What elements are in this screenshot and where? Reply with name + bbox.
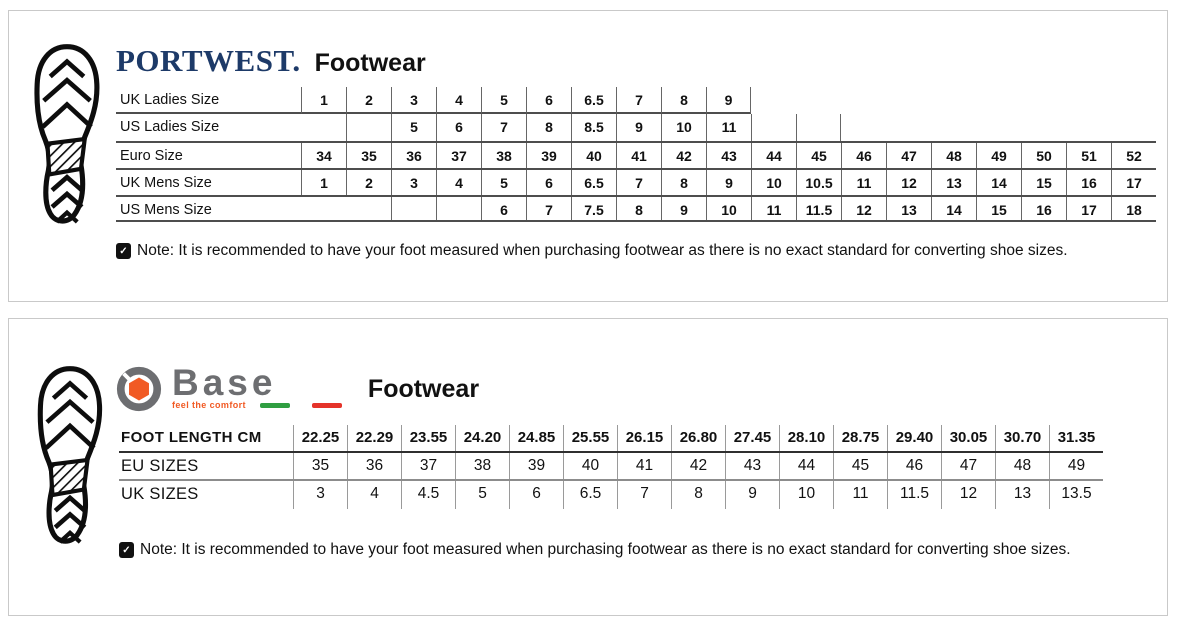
portwest-table-row — [116, 141, 1156, 168]
size-cell: 16 — [1066, 170, 1111, 195]
size-cell: 11.5 — [887, 481, 941, 509]
size-cell: 49 — [1049, 453, 1103, 479]
size-cell: 52 — [1111, 143, 1156, 168]
size-cell: 1 — [301, 87, 346, 114]
size-cell: 22.29 — [347, 425, 401, 451]
shoe-sole-print-icon — [25, 43, 109, 235]
size-cell: 9 — [725, 481, 779, 509]
size-cell: 7.5 — [571, 197, 616, 220]
empty-space — [796, 87, 841, 114]
portwest-table-row — [116, 114, 1156, 141]
empty-space — [886, 87, 931, 114]
size-cell: 4.5 — [401, 481, 455, 509]
size-cell: 8.5 — [571, 114, 616, 141]
portwest-note — [116, 242, 1068, 260]
row-label: UK SIZES — [121, 485, 199, 503]
size-cell: 43 — [706, 143, 751, 168]
size-cell: 12 — [886, 170, 931, 195]
size-cell: 9 — [706, 170, 751, 195]
base-table-row — [119, 453, 1103, 481]
size-cell: 25.55 — [563, 425, 617, 451]
size-cell: 6.5 — [563, 481, 617, 509]
empty-space — [301, 114, 346, 141]
size-cell: 6 — [526, 87, 571, 114]
empty-space — [1066, 114, 1111, 141]
size-cell: 4 — [347, 481, 401, 509]
size-cell: 31.35 — [1049, 425, 1103, 451]
empty-space — [346, 197, 391, 220]
size-cell: 5 — [481, 170, 526, 195]
base-size-table — [119, 425, 1103, 509]
size-cell: 45 — [833, 453, 887, 479]
size-cell: 3 — [293, 481, 347, 509]
size-cell: 35 — [346, 143, 391, 168]
base-tagline: feel the comfort — [172, 400, 246, 411]
empty-space — [1111, 114, 1156, 141]
size-cell: 51 — [1066, 143, 1111, 168]
size-cell: 14 — [931, 197, 976, 220]
base-table-row — [119, 425, 1103, 453]
portwest-table-row — [116, 195, 1156, 222]
size-cell: 46 — [841, 143, 886, 168]
size-cell: 8 — [671, 481, 725, 509]
size-cell: 9 — [616, 114, 661, 141]
size-cell: 44 — [751, 143, 796, 168]
size-cell: 16 — [1021, 197, 1066, 220]
size-cell: 40 — [563, 453, 617, 479]
empty-space — [931, 114, 976, 141]
size-cell: 27.45 — [725, 425, 779, 451]
size-cell — [346, 114, 391, 141]
size-cell: 26.80 — [671, 425, 725, 451]
portwest-table-row — [116, 87, 1156, 114]
size-cell: 14 — [976, 170, 1021, 195]
size-cell: 9 — [661, 197, 706, 220]
empty-space — [886, 114, 931, 141]
size-cell: 15 — [1021, 170, 1066, 195]
portwest-header — [116, 43, 426, 79]
size-cell: 7 — [616, 170, 661, 195]
size-cell: 24.85 — [509, 425, 563, 451]
size-cell: 8 — [616, 197, 661, 220]
size-cell: 29.40 — [887, 425, 941, 451]
size-cell: 13 — [931, 170, 976, 195]
size-cell — [796, 114, 841, 141]
size-cell: 2 — [346, 87, 391, 114]
size-cell: 5 — [481, 87, 526, 114]
size-cell: 6.5 — [571, 170, 616, 195]
size-cell: 40 — [571, 143, 616, 168]
empty-space — [976, 87, 1021, 114]
size-cell: 9 — [706, 87, 751, 114]
size-cell — [751, 114, 796, 141]
size-cell: 22.25 — [293, 425, 347, 451]
row-label: US Ladies Size — [120, 119, 220, 135]
size-cell: 10 — [661, 114, 706, 141]
empty-space — [1066, 87, 1111, 114]
size-cell: 8 — [661, 170, 706, 195]
size-cell: 11 — [751, 197, 796, 220]
size-cell: 2 — [346, 170, 391, 195]
size-cell: 11.5 — [796, 197, 841, 220]
size-cell: 37 — [436, 143, 481, 168]
note-text: Note: It is recommended to have your foot measured when purchasing footwear as there is no exact standard for converting shoe sizes. — [137, 242, 1068, 259]
italy-flag-red-bar — [312, 403, 342, 408]
size-cell: 39 — [526, 143, 571, 168]
size-cell: 6 — [436, 114, 481, 141]
row-label: Euro Size — [120, 148, 183, 164]
portwest-logo: PORTWEST. — [116, 43, 301, 78]
size-cell: 30.05 — [941, 425, 995, 451]
size-cell: 7 — [526, 197, 571, 220]
size-cell: 38 — [481, 143, 526, 168]
row-label: UK Mens Size — [120, 175, 212, 191]
size-cell: 5 — [391, 114, 436, 141]
size-cell: 8 — [526, 114, 571, 141]
base-note — [119, 541, 1071, 559]
size-cell: 42 — [671, 453, 725, 479]
size-cell: 7 — [616, 87, 661, 114]
base-logo: Base — [172, 361, 277, 403]
size-cell: 13.5 — [1049, 481, 1103, 509]
size-cell: 45 — [796, 143, 841, 168]
size-cell: 7 — [617, 481, 671, 509]
italy-flag-green-bar — [260, 403, 290, 408]
size-cell: 10 — [706, 197, 751, 220]
size-cell: 13 — [886, 197, 931, 220]
empty-space — [841, 87, 886, 114]
size-cell — [436, 197, 481, 220]
empty-space — [976, 114, 1021, 141]
empty-space — [931, 87, 976, 114]
check-icon: ✓ — [119, 542, 134, 558]
size-cell: 30.70 — [995, 425, 1049, 451]
empty-space — [751, 87, 796, 114]
size-cell: 13 — [995, 481, 1049, 509]
portwest-section-title: Footwear — [314, 49, 426, 77]
size-cell: 12 — [941, 481, 995, 509]
size-cell: 47 — [941, 453, 995, 479]
size-cell: 11 — [706, 114, 751, 141]
shoe-sole-print-icon — [28, 365, 112, 555]
check-icon: ✓ — [116, 243, 131, 259]
size-cell: 6 — [526, 170, 571, 195]
size-cell: 39 — [509, 453, 563, 479]
size-cell: 41 — [616, 143, 661, 168]
size-cell: 4 — [436, 87, 481, 114]
size-cell: 12 — [841, 197, 886, 220]
size-cell: 42 — [661, 143, 706, 168]
size-cell: 48 — [931, 143, 976, 168]
row-label: EU SIZES — [121, 457, 199, 475]
size-cell: 7 — [481, 114, 526, 141]
size-cell: 4 — [436, 170, 481, 195]
size-cell: 48 — [995, 453, 1049, 479]
empty-space — [301, 197, 346, 220]
size-cell: 10 — [779, 481, 833, 509]
size-cell: 3 — [391, 87, 436, 114]
base-emblem-icon — [115, 365, 163, 413]
size-cell: 6.5 — [571, 87, 616, 114]
size-cell: 11 — [833, 481, 887, 509]
size-cell: 26.15 — [617, 425, 671, 451]
size-cell: 49 — [976, 143, 1021, 168]
base-header — [115, 361, 480, 413]
size-cell: 35 — [293, 453, 347, 479]
portwest-size-table — [116, 87, 1156, 222]
size-cell: 10 — [751, 170, 796, 195]
size-cell: 17 — [1111, 170, 1156, 195]
size-cell: 41 — [617, 453, 671, 479]
size-cell: 18 — [1111, 197, 1156, 220]
size-cell: 44 — [779, 453, 833, 479]
empty-space — [1111, 87, 1156, 114]
base-table-row — [119, 481, 1103, 509]
row-label: FOOT LENGTH CM — [121, 429, 262, 446]
size-cell: 1 — [301, 170, 346, 195]
portwest-panel — [8, 10, 1168, 302]
empty-space — [1021, 87, 1066, 114]
size-cell: 3 — [391, 170, 436, 195]
size-cell: 23.55 — [401, 425, 455, 451]
row-label: US Mens Size — [120, 202, 212, 218]
size-cell: 6 — [509, 481, 563, 509]
size-cell: 38 — [455, 453, 509, 479]
size-cell — [391, 197, 436, 220]
size-cell: 17 — [1066, 197, 1111, 220]
size-cell: 24.20 — [455, 425, 509, 451]
size-cell: 36 — [347, 453, 401, 479]
base-section-title: Footwear — [367, 374, 480, 403]
note-text: Note: It is recommended to have your foot measured when purchasing footwear as there is no exact standard for converting shoe sizes. — [140, 541, 1071, 558]
portwest-table-row — [116, 168, 1156, 195]
size-cell: 5 — [455, 481, 509, 509]
size-cell: 6 — [481, 197, 526, 220]
size-cell: 10.5 — [796, 170, 841, 195]
size-cell: 47 — [886, 143, 931, 168]
size-cell: 28.75 — [833, 425, 887, 451]
empty-space — [841, 114, 886, 141]
size-cell: 8 — [661, 87, 706, 114]
row-label: UK Ladies Size — [116, 87, 301, 114]
size-cell: 11 — [841, 170, 886, 195]
empty-space — [1021, 114, 1066, 141]
size-cell: 34 — [301, 143, 346, 168]
size-cell: 46 — [887, 453, 941, 479]
size-cell: 43 — [725, 453, 779, 479]
base-panel — [8, 318, 1168, 616]
size-cell: 36 — [391, 143, 436, 168]
size-cell: 28.10 — [779, 425, 833, 451]
size-cell: 15 — [976, 197, 1021, 220]
size-cell: 50 — [1021, 143, 1066, 168]
size-cell: 37 — [401, 453, 455, 479]
